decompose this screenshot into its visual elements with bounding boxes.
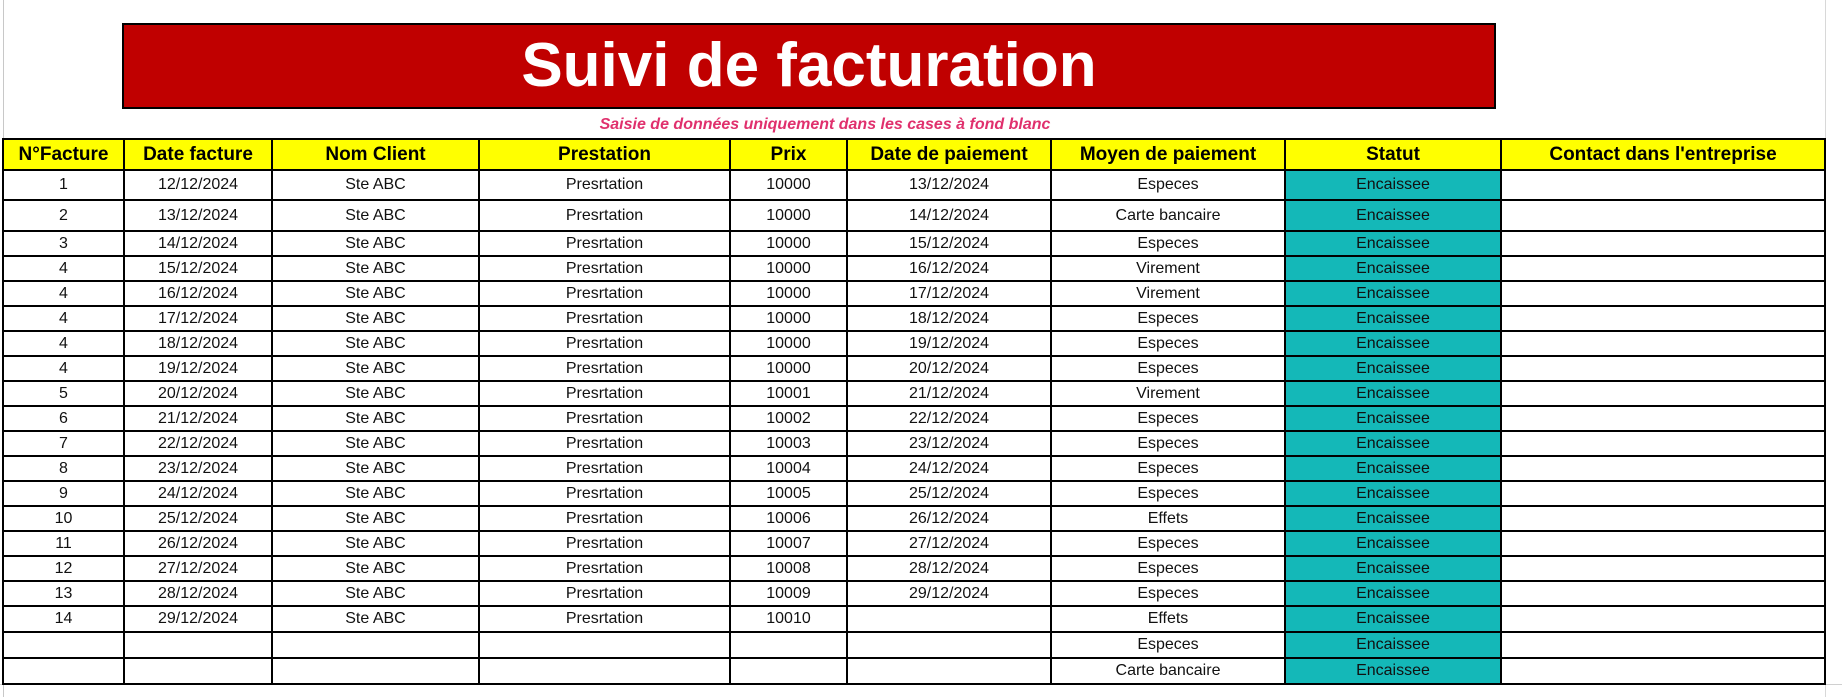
invoice-number-cell[interactable]: 13	[3, 581, 124, 606]
client-name-cell[interactable]: Ste ABC	[272, 431, 479, 456]
service-cell[interactable]	[479, 658, 730, 684]
payment-date-cell[interactable]: 24/12/2024	[847, 456, 1051, 481]
invoice-number-cell[interactable]: 3	[3, 231, 124, 256]
invoice-date-cell[interactable]: 23/12/2024	[124, 456, 272, 481]
service-cell[interactable]	[479, 632, 730, 658]
contact-cell[interactable]	[1501, 581, 1825, 606]
table-row	[3, 606, 1825, 632]
invoice-date-cell[interactable]: 16/12/2024	[124, 281, 272, 306]
payment-date-cell[interactable]: 22/12/2024	[847, 406, 1051, 431]
table-row	[3, 200, 1825, 231]
invoice-date-cell[interactable]	[124, 632, 272, 658]
payment-method-cell[interactable]: Carte bancaire	[1051, 658, 1285, 684]
payment-method-cell[interactable]: Especes	[1051, 331, 1285, 356]
invoice-date-cell[interactable]: 21/12/2024	[124, 406, 272, 431]
price-cell[interactable]: 10004	[730, 456, 847, 481]
payment-method-cell[interactable]: Especes	[1051, 581, 1285, 606]
payment-method-cell[interactable]: Especes	[1051, 170, 1285, 200]
invoice-number-cell[interactable]: 4	[3, 281, 124, 306]
status-cell[interactable]: Encaissee	[1285, 556, 1501, 581]
header-cell-service[interactable]: Prestation	[479, 139, 730, 170]
invoice-date-cell[interactable]: 29/12/2024	[124, 606, 272, 632]
contact-cell[interactable]	[1501, 231, 1825, 256]
payment-date-cell[interactable]: 25/12/2024	[847, 481, 1051, 506]
table-row	[3, 556, 1825, 581]
invoice-date-cell[interactable]: 28/12/2024	[124, 581, 272, 606]
service-cell[interactable]: Presrtation	[479, 356, 730, 381]
payment-method-cell[interactable]: Especes	[1051, 456, 1285, 481]
title-banner[interactable]	[122, 23, 1496, 109]
header-cell-price[interactable]: Prix	[730, 139, 847, 170]
status-cell[interactable]: Encaissee	[1285, 632, 1501, 658]
payment-method-cell[interactable]: Especes	[1051, 632, 1285, 658]
status-cell[interactable]: Encaissee	[1285, 281, 1501, 306]
payment-method-cell[interactable]: Especes	[1051, 531, 1285, 556]
contact-cell[interactable]	[1501, 481, 1825, 506]
payment-date-cell[interactable]: 18/12/2024	[847, 306, 1051, 331]
payment-date-cell[interactable]	[847, 606, 1051, 632]
invoice-date-cell[interactable]: 26/12/2024	[124, 531, 272, 556]
service-cell[interactable]: Presrtation	[479, 256, 730, 281]
contact-cell[interactable]	[1501, 632, 1825, 658]
invoice-table	[2, 138, 1826, 685]
invoice-number-cell[interactable]: 4	[3, 331, 124, 356]
invoice-number-cell[interactable]: 4	[3, 356, 124, 381]
table-row	[3, 431, 1825, 456]
invoice-number-cell[interactable]: 6	[3, 406, 124, 431]
service-cell[interactable]: Presrtation	[479, 581, 730, 606]
invoice-number-cell[interactable]: 12	[3, 556, 124, 581]
invoice-number-cell[interactable]: 2	[3, 200, 124, 231]
payment-method-cell[interactable]: Virement	[1051, 281, 1285, 306]
table-row	[3, 170, 1825, 200]
status-cell[interactable]: Encaissee	[1285, 506, 1501, 531]
header-cell-payment-method[interactable]: Moyen de paiement	[1051, 139, 1285, 170]
payment-date-cell[interactable]: 21/12/2024	[847, 381, 1051, 406]
status-cell[interactable]: Encaissee	[1285, 200, 1501, 231]
status-cell[interactable]: Encaissee	[1285, 256, 1501, 281]
contact-cell[interactable]	[1501, 200, 1825, 231]
payment-date-cell[interactable]	[847, 632, 1051, 658]
service-cell[interactable]: Presrtation	[479, 531, 730, 556]
payment-date-cell[interactable]: 27/12/2024	[847, 531, 1051, 556]
payment-date-cell[interactable]: 28/12/2024	[847, 556, 1051, 581]
payment-method-cell[interactable]: Carte bancaire	[1051, 200, 1285, 231]
client-name-cell[interactable]: Ste ABC	[272, 231, 479, 256]
table-row	[3, 331, 1825, 356]
invoice-date-cell[interactable]: 17/12/2024	[124, 306, 272, 331]
payment-method-cell[interactable]: Effets	[1051, 606, 1285, 632]
price-cell[interactable]: 10008	[730, 556, 847, 581]
invoice-number-cell[interactable]	[3, 632, 124, 658]
price-cell[interactable]: 10000	[730, 200, 847, 231]
contact-cell[interactable]	[1501, 606, 1825, 632]
payment-date-cell[interactable]: 26/12/2024	[847, 506, 1051, 531]
payment-date-cell[interactable]: 19/12/2024	[847, 331, 1051, 356]
header-row	[3, 139, 1825, 170]
contact-cell[interactable]	[1501, 406, 1825, 431]
invoice-date-cell[interactable]	[124, 658, 272, 684]
client-name-cell[interactable]: Ste ABC	[272, 256, 479, 281]
service-cell[interactable]: Presrtation	[479, 306, 730, 331]
invoice-date-cell[interactable]: 19/12/2024	[124, 356, 272, 381]
status-cell[interactable]: Encaissee	[1285, 170, 1501, 200]
contact-cell[interactable]	[1501, 381, 1825, 406]
invoice-date-cell[interactable]: 13/12/2024	[124, 200, 272, 231]
table-row	[3, 658, 1825, 684]
invoice-number-cell[interactable]: 7	[3, 431, 124, 456]
header-cell-invoice-number[interactable]: N°Facture	[3, 139, 124, 170]
price-cell[interactable]: 10001	[730, 381, 847, 406]
status-cell[interactable]: Encaissee	[1285, 381, 1501, 406]
data-entry-note[interactable]: Saisie de données uniquement dans les cases à fond blanc	[599, 116, 1051, 133]
status-cell[interactable]: Encaissee	[1285, 481, 1501, 506]
price-cell[interactable]: 10003	[730, 431, 847, 456]
service-cell[interactable]: Presrtation	[479, 481, 730, 506]
table-row	[3, 256, 1825, 281]
client-name-cell[interactable]: Ste ABC	[272, 170, 479, 200]
invoice-number-cell[interactable]: 5	[3, 381, 124, 406]
client-name-cell[interactable]	[272, 658, 479, 684]
price-cell[interactable]: 10005	[730, 481, 847, 506]
client-name-cell[interactable]: Ste ABC	[272, 506, 479, 531]
table-row	[3, 632, 1825, 658]
invoice-date-cell[interactable]: 24/12/2024	[124, 481, 272, 506]
invoice-date-cell[interactable]: 12/12/2024	[124, 170, 272, 200]
price-cell[interactable]: 10000	[730, 356, 847, 381]
invoice-number-cell[interactable]: 14	[3, 606, 124, 632]
service-cell[interactable]: Presrtation	[479, 406, 730, 431]
status-cell[interactable]: Encaissee	[1285, 306, 1501, 331]
payment-method-cell[interactable]: Especes	[1051, 556, 1285, 581]
header-cell-client-name[interactable]: Nom Client	[272, 139, 479, 170]
sheet-title: Suivi de facturation	[521, 31, 1097, 100]
client-name-cell[interactable]: Ste ABC	[272, 331, 479, 356]
invoice-date-cell[interactable]: 22/12/2024	[124, 431, 272, 456]
price-cell[interactable]: 10006	[730, 506, 847, 531]
invoice-number-cell[interactable]: 1	[3, 170, 124, 200]
status-cell[interactable]: Encaissee	[1285, 456, 1501, 481]
price-cell[interactable]: 10010	[730, 606, 847, 632]
price-cell[interactable]	[730, 658, 847, 684]
payment-date-cell[interactable]: 20/12/2024	[847, 356, 1051, 381]
service-cell[interactable]: Presrtation	[479, 381, 730, 406]
client-name-cell[interactable]: Ste ABC	[272, 581, 479, 606]
payment-date-cell[interactable]: 14/12/2024	[847, 200, 1051, 231]
status-cell[interactable]: Encaissee	[1285, 356, 1501, 381]
invoice-number-cell[interactable]: 4	[3, 306, 124, 331]
status-cell[interactable]: Encaissee	[1285, 581, 1501, 606]
table-row	[3, 231, 1825, 256]
invoice-number-cell[interactable]	[3, 658, 124, 684]
service-cell[interactable]: Presrtation	[479, 200, 730, 231]
payment-method-cell[interactable]: Virement	[1051, 256, 1285, 281]
table-row	[3, 406, 1825, 431]
contact-cell[interactable]	[1501, 331, 1825, 356]
invoice-date-cell[interactable]: 18/12/2024	[124, 331, 272, 356]
header-cell-invoice-date[interactable]: Date facture	[124, 139, 272, 170]
client-name-cell[interactable]: Ste ABC	[272, 481, 479, 506]
invoice-number-cell[interactable]: 9	[3, 481, 124, 506]
status-cell[interactable]: Encaissee	[1285, 658, 1501, 684]
payment-date-cell[interactable]: 13/12/2024	[847, 170, 1051, 200]
payment-date-cell[interactable]: 15/12/2024	[847, 231, 1051, 256]
service-cell[interactable]: Presrtation	[479, 231, 730, 256]
service-cell[interactable]: Presrtation	[479, 431, 730, 456]
invoice-date-cell[interactable]: 14/12/2024	[124, 231, 272, 256]
contact-cell[interactable]	[1501, 356, 1825, 381]
invoice-date-cell[interactable]: 20/12/2024	[124, 381, 272, 406]
client-name-cell[interactable]: Ste ABC	[272, 356, 479, 381]
service-cell[interactable]: Presrtation	[479, 556, 730, 581]
contact-cell[interactable]	[1501, 256, 1825, 281]
status-cell[interactable]: Encaissee	[1285, 331, 1501, 356]
invoice-number-cell[interactable]: 10	[3, 506, 124, 531]
payment-date-cell[interactable]: 17/12/2024	[847, 281, 1051, 306]
price-cell[interactable]: 10000	[730, 170, 847, 200]
table-row	[3, 531, 1825, 556]
table-row	[3, 456, 1825, 481]
status-cell[interactable]: Encaissee	[1285, 531, 1501, 556]
price-cell[interactable]: 10000	[730, 231, 847, 256]
payment-method-cell[interactable]: Especes	[1051, 406, 1285, 431]
client-name-cell[interactable]: Ste ABC	[272, 556, 479, 581]
status-cell[interactable]: Encaissee	[1285, 431, 1501, 456]
service-cell[interactable]: Presrtation	[479, 170, 730, 200]
contact-cell[interactable]	[1501, 170, 1825, 200]
payment-date-cell[interactable]: 16/12/2024	[847, 256, 1051, 281]
payment-method-cell[interactable]: Especes	[1051, 231, 1285, 256]
payment-method-cell[interactable]: Especes	[1051, 431, 1285, 456]
contact-cell[interactable]	[1501, 431, 1825, 456]
status-cell[interactable]: Encaissee	[1285, 606, 1501, 632]
service-cell[interactable]: Presrtation	[479, 506, 730, 531]
price-cell[interactable]	[730, 632, 847, 658]
client-name-cell[interactable]: Ste ABC	[272, 306, 479, 331]
contact-cell[interactable]	[1501, 531, 1825, 556]
table-row	[3, 581, 1825, 606]
client-name-cell[interactable]: Ste ABC	[272, 606, 479, 632]
price-cell[interactable]: 10007	[730, 531, 847, 556]
client-name-cell[interactable]: Ste ABC	[272, 281, 479, 306]
payment-date-cell[interactable]	[847, 658, 1051, 684]
table-row	[3, 381, 1825, 406]
header-cell-status[interactable]: Statut	[1285, 139, 1501, 170]
contact-cell[interactable]	[1501, 281, 1825, 306]
service-cell[interactable]: Presrtation	[479, 331, 730, 356]
service-cell[interactable]: Presrtation	[479, 281, 730, 306]
price-cell[interactable]: 10000	[730, 256, 847, 281]
table-row	[3, 356, 1825, 381]
service-cell[interactable]: Presrtation	[479, 456, 730, 481]
invoice-number-cell[interactable]: 8	[3, 456, 124, 481]
client-name-cell[interactable]: Ste ABC	[272, 381, 479, 406]
contact-cell[interactable]	[1501, 658, 1825, 684]
contact-cell[interactable]	[1501, 306, 1825, 331]
invoice-date-cell[interactable]: 15/12/2024	[124, 256, 272, 281]
status-cell[interactable]: Encaissee	[1285, 231, 1501, 256]
price-cell[interactable]: 10002	[730, 406, 847, 431]
invoice-date-cell[interactable]: 27/12/2024	[124, 556, 272, 581]
contact-cell[interactable]	[1501, 506, 1825, 531]
price-cell[interactable]: 10000	[730, 331, 847, 356]
payment-date-cell[interactable]: 29/12/2024	[847, 581, 1051, 606]
payment-date-cell[interactable]: 23/12/2024	[847, 431, 1051, 456]
invoice-date-cell[interactable]: 25/12/2024	[124, 506, 272, 531]
client-name-cell[interactable]: Ste ABC	[272, 531, 479, 556]
service-cell[interactable]: Presrtation	[479, 606, 730, 632]
invoice-number-cell[interactable]: 4	[3, 256, 124, 281]
client-name-cell[interactable]	[272, 632, 479, 658]
price-cell[interactable]: 10009	[730, 581, 847, 606]
client-name-cell[interactable]: Ste ABC	[272, 406, 479, 431]
client-name-cell[interactable]: Ste ABC	[272, 456, 479, 481]
price-cell[interactable]: 10000	[730, 281, 847, 306]
contact-cell[interactable]	[1501, 456, 1825, 481]
payment-method-cell[interactable]: Effets	[1051, 506, 1285, 531]
table-row	[3, 306, 1825, 331]
table-row	[3, 506, 1825, 531]
price-cell[interactable]: 10000	[730, 306, 847, 331]
header-cell-contact[interactable]: Contact dans l'entreprise	[1501, 139, 1825, 170]
payment-method-cell[interactable]: Especes	[1051, 306, 1285, 331]
table-row	[3, 281, 1825, 306]
header-cell-payment-date[interactable]: Date de paiement	[847, 139, 1051, 170]
table-row	[3, 481, 1825, 506]
payment-method-cell[interactable]: Virement	[1051, 381, 1285, 406]
status-cell[interactable]: Encaissee	[1285, 406, 1501, 431]
payment-method-cell[interactable]: Especes	[1051, 481, 1285, 506]
payment-method-cell[interactable]: Especes	[1051, 356, 1285, 381]
invoice-number-cell[interactable]: 11	[3, 531, 124, 556]
contact-cell[interactable]	[1501, 556, 1825, 581]
client-name-cell[interactable]: Ste ABC	[272, 200, 479, 231]
